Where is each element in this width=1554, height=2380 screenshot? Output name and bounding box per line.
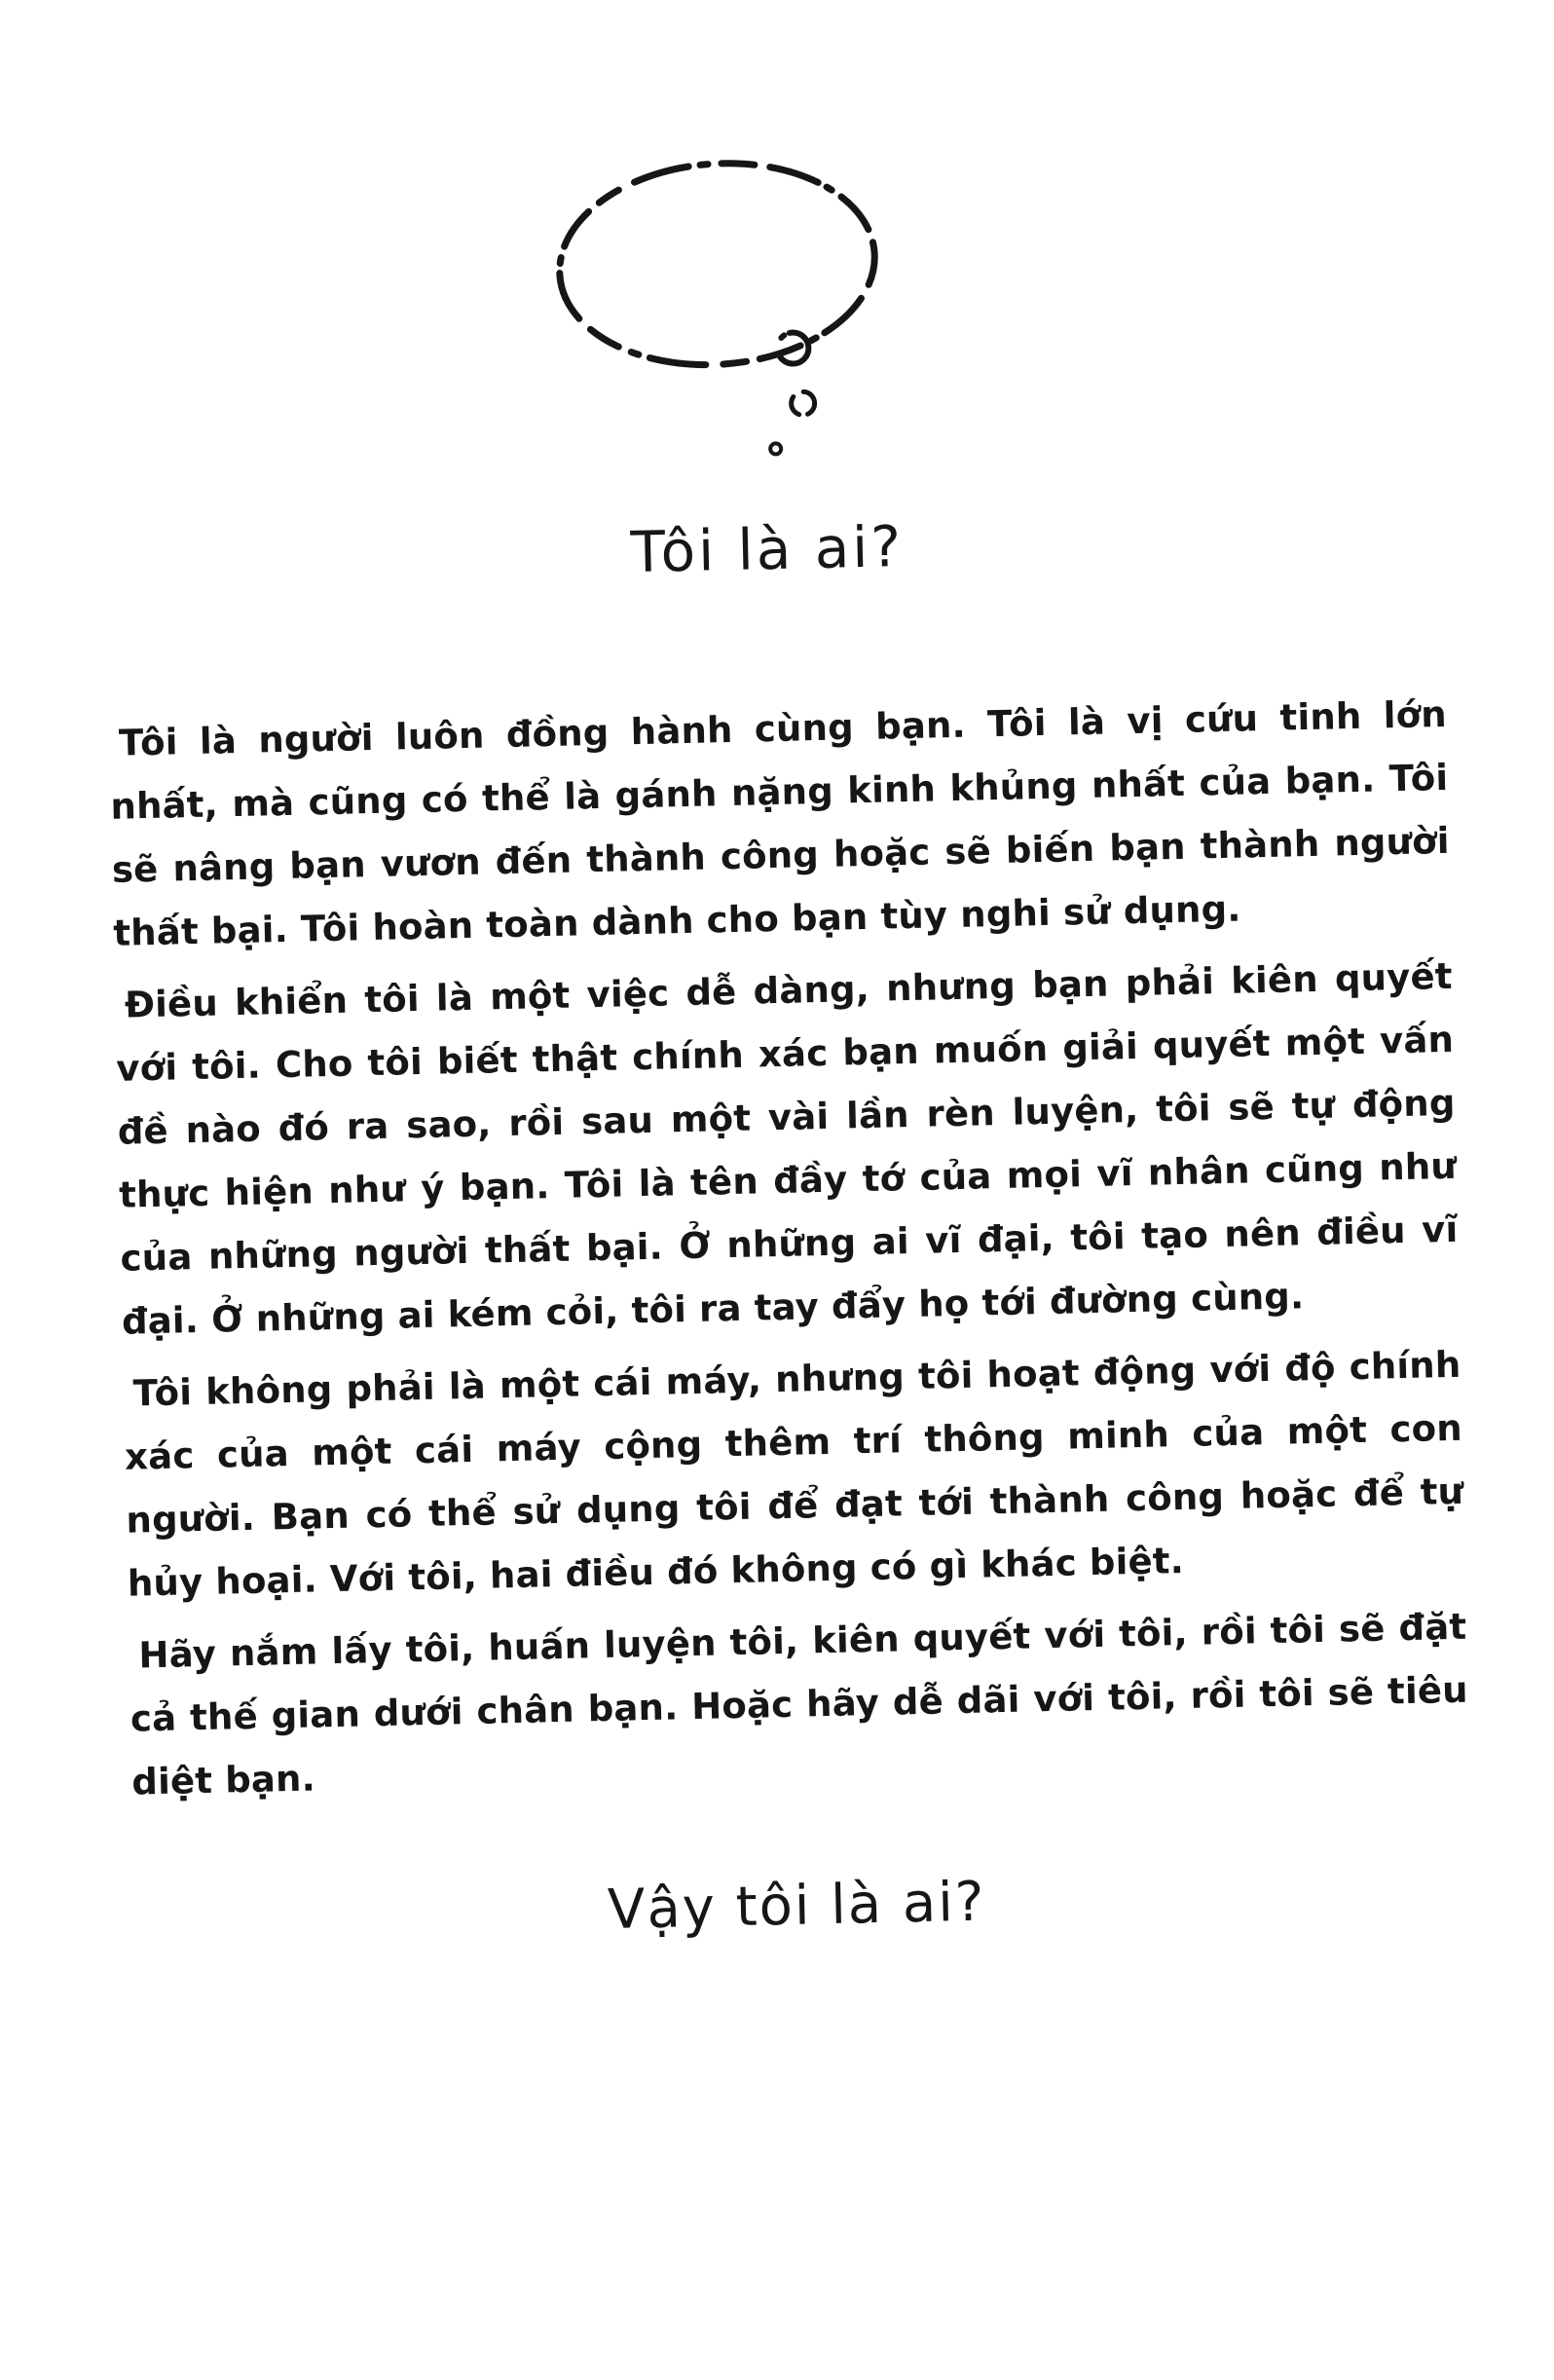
body-text [108,683,1469,1814]
closing-question: Vậy tôi là ai? [607,1870,987,1943]
paragraph-4: Hãy nắm lấy tôi, huấn luyện tôi, kiên quyết với tôi, rồi tôi sẽ đặt cả thế gian dưới chân bạn. Hoặc hãy dễ dãi với tôi, rồi tôi sẽ tiêu diệt bạn. [130,1605,1469,1804]
thought-bubble-icon [526,121,952,490]
paragraph-3: Tôi không phải là một cái máy, nhưng tôi hoạt động với độ chính xác của một cái máy cộng thêm trí thông minh của một con người. Bạn có thể sử dụng tôi để đạt tới thành công hoặc để tự hủy hoại. Với tôi, hai điều đó không có gì khác biệt. [124,1343,1464,1605]
page-title: Tôi là ai? [629,513,905,586]
paragraph-1: Tôi là người luôn đồng hành cùng bạn. Tôi là vị cứu tinh lớn nhất, mà cũng có thể là gánh nặng kinh khủng nhất của bạn. Tôi sẽ nâng bạn vươn đến thành công hoặc sẽ biến bạn thành người thất bại. Tôi hoàn toàn dành cho bạn tùy nghi sử dụng. [110,692,1451,954]
paragraph-2: Điều khiển tôi là một việc dễ dàng, nhưng bạn phải kiên quyết với tôi. Cho tôi biết thật chính xác bạn muốn giải quyết một vấn đề nào đó ra sao, rồi sau một vài lần rèn luyện, tôi sẽ tự động thực hiện như ý bạn. Tôi là tên đầy tớ của mọi vĩ nhân cũng như của những người thất bại. Ở những ai vĩ đại, tôi tạo nên điều vĩ đại. Ở những ai kém cỏi, tôi ra tay đẩy họ tới đường cùng. [115,954,1459,1343]
